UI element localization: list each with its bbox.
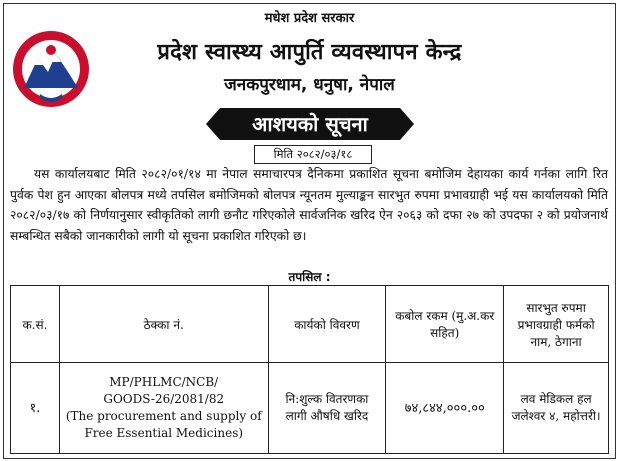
header-bidder: सारभुत रुपमा प्रभावग्राही फर्मको नाम, ठेगाना (504, 286, 609, 363)
section-label: तपसिल : (288, 270, 331, 284)
cell-sn: १. (11, 363, 60, 454)
contract-no-line: (The procurement and supply of (65, 409, 262, 423)
cell-work-desc (268, 363, 386, 454)
header-sn: क.सं. (11, 286, 60, 363)
office-name: प्रदेश स्वास्थ्य आपुर्ति व्यवस्थापन केन्द्र (157, 40, 462, 65)
cell-bid-amount: ७४,८४४,०००.०० (386, 363, 504, 454)
work-desc-line: नि:शुल्क वितरणका (285, 392, 369, 406)
header-work-desc: कार्यको विवरण (268, 286, 386, 363)
notice-body (10, 164, 608, 246)
table-header-row (11, 286, 609, 363)
government-name: मधेश प्रदेश सरकार (264, 11, 355, 26)
bidder-line: जलेश्वर ४, महोत्तरी। (511, 409, 601, 423)
notice-body-text: यस कार्यालयबाट मिति २०८२/०१/१४ मा नेपाल समाचारपत्र दैनिकमा प्रकाशित सूचना बमोजिम देहायका कार्य गर्नका लागि रित पुर्वक पेश हुन आएका बोलपत्र मध्ये तपसिल बमोजिमको बोलपत्र न्यूनतम मुल्याङ्कन सारभुत रुपमा प्रभावग्राही भई यस कार्यालयको मिति २०८२/०३/१७ को निर्णयानुसार स्वीकृतिको लागी छनौट गरिएकोले सार्वजनिक खरिद ऐन २०६३ को दफा २७ को उपदफा २ को प्रयोजनार्थ सम्बन्धित सबैको जानकारीको लागी यो सूचना प्रकाशित गरिएको छ। (10, 167, 608, 243)
notice-date: मिति २०८२/०३/१८ (254, 145, 372, 164)
table-row (11, 363, 609, 454)
header-bid-amount: कबोल रकम (मु.अ.कर सहित) (386, 286, 504, 363)
notice-title: आशयको सूचना (252, 112, 368, 136)
bidder-line: लव मेडिकल हल (520, 392, 592, 406)
contract-no-line: Free Essential Medicines) (84, 426, 244, 440)
contract-no-line: GOODS-26/2081/82 (103, 392, 225, 406)
tender-table (10, 285, 609, 454)
work-desc-line: लागी औषधि खरिद (285, 409, 369, 423)
office-location: जनकपुरधाम, धनुषा, नेपाल (224, 75, 395, 95)
cell-bidder (504, 363, 609, 454)
contract-no-line: MP/PHLMC/NCB/ (109, 375, 219, 389)
header-contract-no: ठेक्का नं. (59, 286, 268, 363)
cell-contract-no (59, 363, 268, 454)
